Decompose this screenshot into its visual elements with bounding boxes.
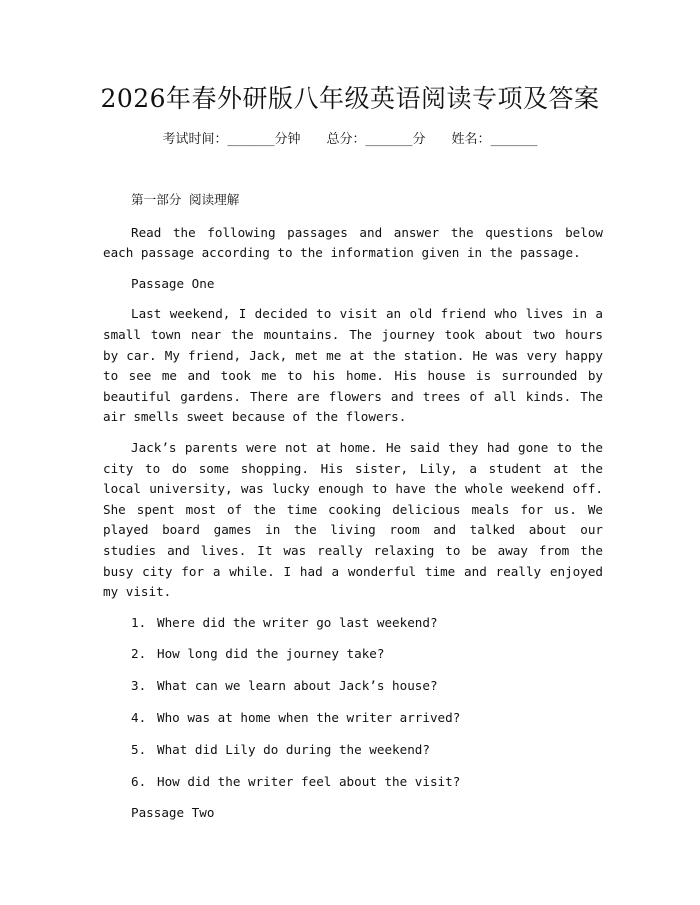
student-name-field: 姓名：______: [451, 132, 538, 147]
question-item: [103, 644, 603, 665]
question-item: [103, 613, 603, 634]
question-text: What can we learn about Jack’s house?: [157, 678, 438, 694]
page-title: 2026年春外研版八年级英语阅读专项及答案: [100, 84, 600, 113]
question-number: 6.: [131, 773, 147, 789]
passage-one-paragraph: Last weekend, I decided to visit an old friend who lives in a small town near the mountains. The journey took about two hours by car. My friend, Jack, met me at the station. He was very happy to see me and took me to his home. His house is surrounded by beautiful gardens. There are flowers and trees of all kinds. The air smells sweet because of the flowers.: [103, 306, 603, 425]
total-score-field: 总分：______分: [326, 132, 426, 147]
question-text: Where did the writer go last weekend?: [157, 614, 438, 630]
passage-two-label: Passage Two: [131, 805, 215, 821]
question-number: 1.: [131, 614, 147, 630]
question-text: How long did the journey take?: [157, 646, 385, 662]
question-text: Who was at home when the writer arrived?: [157, 710, 461, 726]
question-item: [103, 708, 603, 729]
question-number: 5.: [131, 741, 147, 757]
question-number: 4.: [131, 710, 147, 726]
question-number: 3.: [131, 678, 147, 694]
question-number: 2.: [131, 646, 147, 662]
question-text: What did Lily do during the weekend?: [157, 741, 430, 757]
question-item: [103, 772, 603, 793]
question-item: [103, 740, 603, 761]
question-item: [103, 676, 603, 697]
section-heading: 第一部分 阅读理解: [131, 192, 240, 207]
question-list: [103, 613, 603, 793]
exam-info-line: [0, 131, 700, 149]
document-body: [103, 190, 603, 834]
question-text: How did the writer feel about the visit?: [157, 773, 461, 789]
passage-one-label: Passage One: [131, 275, 215, 291]
passage-one-paragraph: Jack’s parents were not at home. He said they had gone to the city to do some shopping. His sister, Lily, a student at the local university, was lucky enough to have the whole weekend off. She spent most of the time cooking delicious meals for us. We played board games in the living room and talked about our studies and lives. It was really relaxing to be away from the busy city for a while. I had a wonderful time and really enjoyed my visit.: [103, 439, 603, 600]
instructions-paragraph: Read the following passages and answer the questions below each passage according to the information given in the passage.: [103, 224, 603, 261]
exam-time-field: 考试时间：______分钟: [162, 132, 301, 147]
